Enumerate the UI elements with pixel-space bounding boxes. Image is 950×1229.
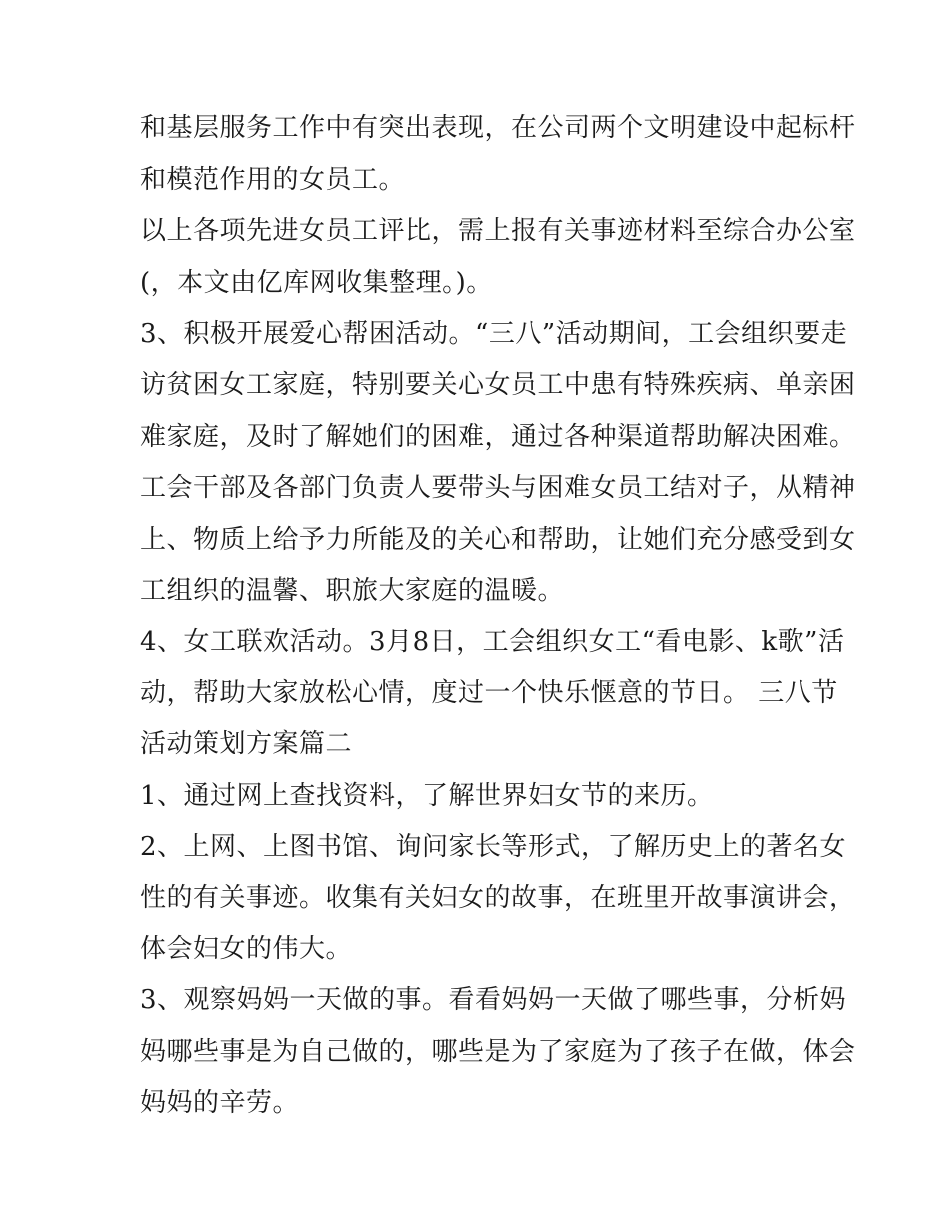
text-line: 和模范作用的女员工。	[140, 165, 406, 195]
text-line: 工会干部及各部门负责人要带头与困难女员工结对子，从精神	[140, 473, 856, 503]
text-line: (，本文由亿库网收集整理。)。	[140, 268, 493, 298]
text-line: 体会妇女的伟大。	[140, 934, 353, 964]
text-line: 3、积极开展爱心帮困活动。“三八”活动期间，工会组织要走	[140, 319, 848, 349]
text-line: 难家庭，及时了解她们的困难，通过各种渠道帮助解决困难。	[140, 422, 856, 452]
text-line: 4、女工联欢活动。3月8日，工会组织女工“看电影、k歌”活	[140, 627, 845, 657]
text-line: 动，帮助大家放松心情，度过一个快乐惬意的节日。 三八节	[140, 678, 838, 708]
text-line: 以上各项先进女员工评比，需上报有关事迹材料至综合办公室	[140, 216, 856, 246]
text-line: 1、通过网上查找资料，了解世界妇女节的来历。	[140, 781, 714, 811]
text-line: 工组织的温馨、职旅大家庭的温暖。	[140, 576, 565, 606]
text-line: 和基层服务工作中有突出表现，在公司两个文明建设中起标杆	[140, 113, 856, 143]
text-line: 2、上网、上图书馆、询问家长等形式，了解历史上的著名女	[140, 832, 847, 862]
text-line: 访贫困女工家庭，特别要关心女员工中患有特殊疾病、单亲困	[140, 370, 856, 400]
section-heading: 活动策划方案篇二	[140, 729, 353, 759]
text-line: 上、物质上给予力所能及的关心和帮助，让她们充分感受到女	[140, 525, 856, 555]
text-line: 妈哪些事是为自己做的，哪些是为了家庭为了孩子在做，体会	[140, 1037, 856, 1067]
text-line: 妈妈的辛劳。	[140, 1088, 300, 1118]
text-line: 3、观察妈妈一天做的事。看看妈妈一天做了哪些事，分析妈	[140, 985, 847, 1015]
text-line: 性的有关事迹。收集有关妇女的故事，在班里开故事演讲会，	[140, 883, 856, 913]
